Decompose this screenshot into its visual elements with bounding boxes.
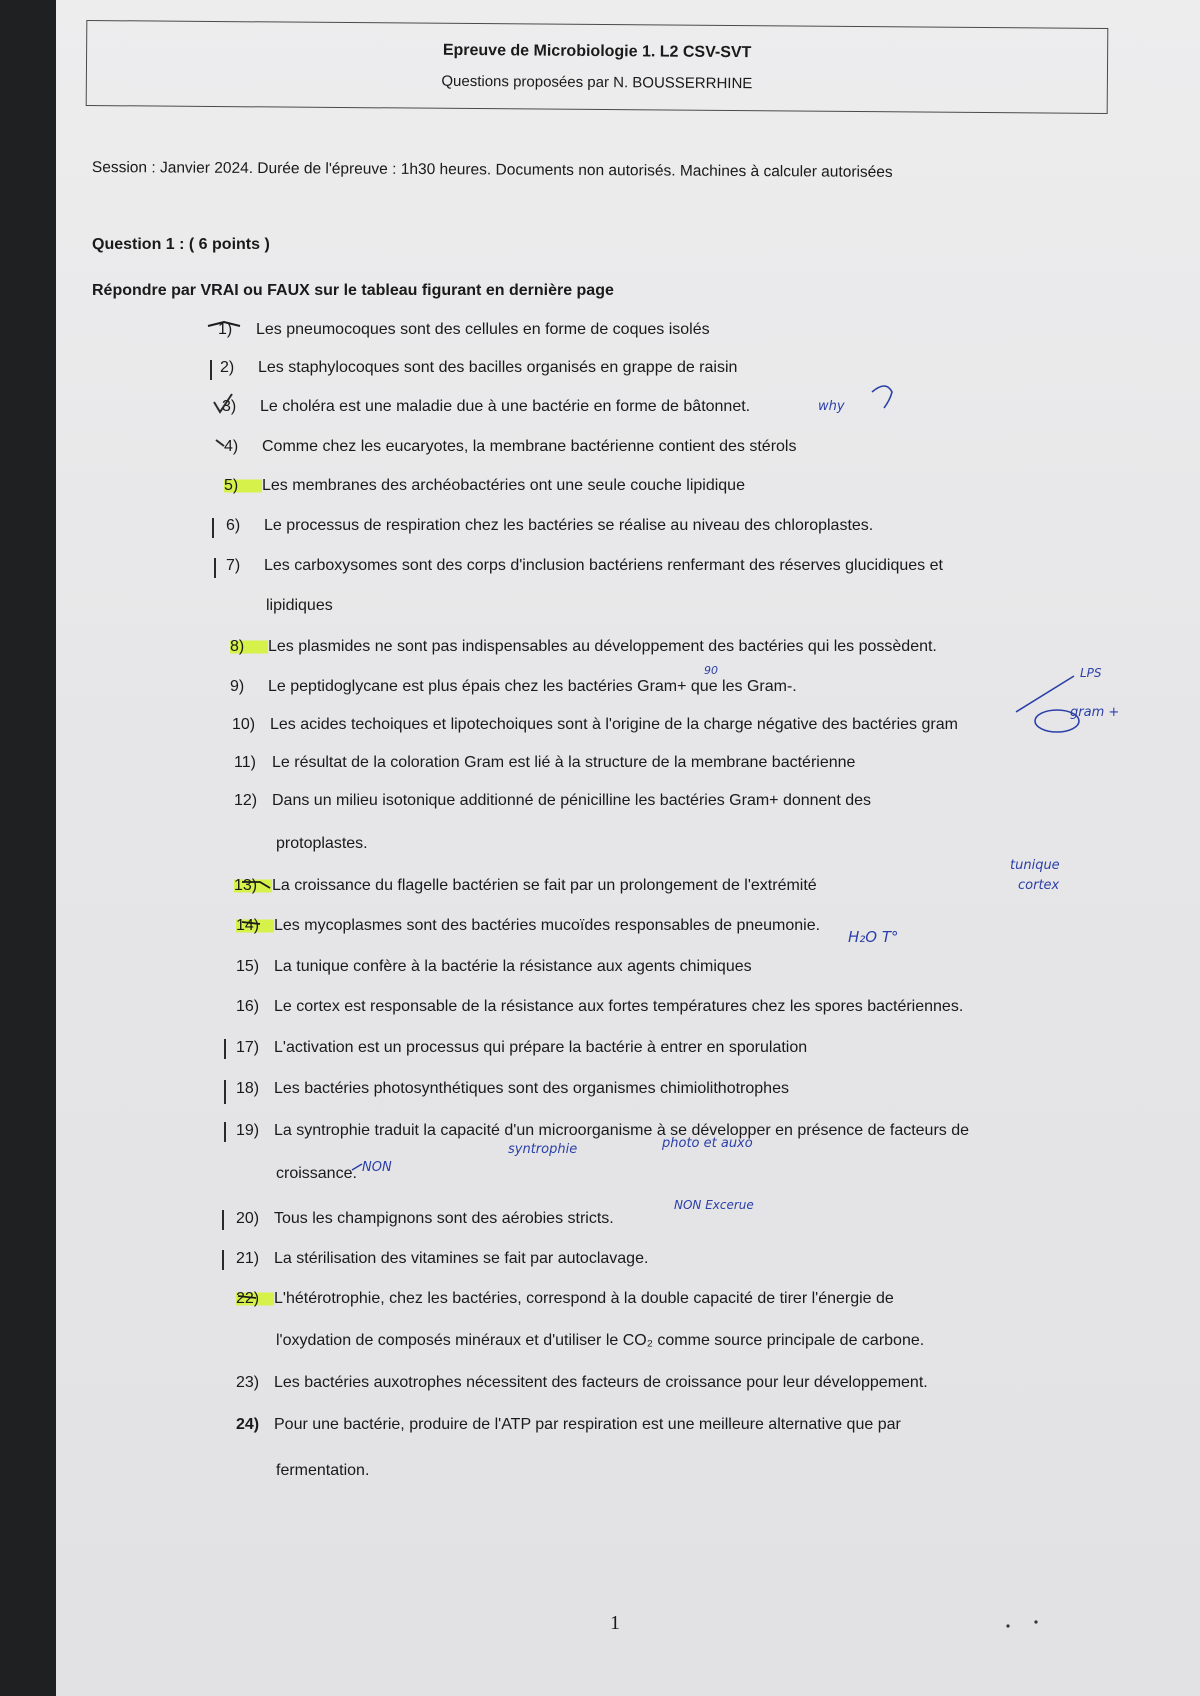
- list-item: [236, 1210, 614, 1228]
- handwritten-note: tunique: [1010, 858, 1060, 873]
- item-text: L'hétérotrophie, chez les bactéries, correspond à la double capacité de tirer l'énergie de: [274, 1290, 894, 1307]
- list-item: [236, 1416, 901, 1434]
- session-info: Session : Janvier 2024. Durée de l'épreuve : 1h30 heures. Documents non autorisés. Machines à calculer autorisées: [91, 158, 893, 181]
- exam-page: [56, 0, 1200, 1696]
- list-item: [236, 958, 752, 976]
- margin-tick: [224, 1122, 226, 1142]
- list-item: [236, 1080, 789, 1098]
- item-continuation: lipidiques: [266, 597, 333, 614]
- list-item: [236, 1290, 894, 1308]
- item-text: Les carboxysomes sont des corps d'inclusion bactériens renfermant des réserves glucidiques et: [264, 557, 943, 574]
- item-text: Les mycoplasmes sont des bactéries mucoïdes responsables de pneumonie.: [274, 917, 821, 934]
- handwritten-note: cortex: [1018, 878, 1060, 893]
- item-number: 11): [234, 754, 256, 771]
- list-item: [234, 754, 855, 772]
- item-text: Comme chez les eucaryotes, la membrane bactérienne contient des stérols: [262, 438, 797, 455]
- handwritten-note: gram +: [1070, 705, 1120, 720]
- item-text: Les bactéries photosynthétiques sont des organismes chimiolithotrophes: [274, 1080, 789, 1097]
- speck: [1034, 1620, 1037, 1623]
- question-list: [56, 0, 1200, 1600]
- margin-tick: [224, 1039, 226, 1059]
- question-title: Question 1 : ( 6 points ): [92, 236, 270, 253]
- margin-tick: [212, 518, 214, 538]
- list-item: [224, 438, 796, 456]
- item-number: 4): [224, 438, 239, 455]
- item-continuation: fermentation.: [276, 1462, 370, 1479]
- list-item: [236, 917, 820, 935]
- item-number: 1): [218, 321, 233, 338]
- item-number: 5): [224, 477, 262, 495]
- item-text: Les pneumocoques sont des cellules en forme de coques isolés: [256, 321, 710, 338]
- item-text: La stérilisation des vitamines se fait par autoclavage.: [274, 1250, 649, 1267]
- handwritten-note: NON: [362, 1160, 392, 1175]
- list-item: [218, 321, 710, 339]
- exam-author: Questions proposées par N. BOUSSERRHINE: [441, 72, 753, 93]
- item-text: Le cortex est responsable de la résistance aux fortes températures chez les spores bactériennes.: [274, 998, 964, 1015]
- item-number: 8): [230, 638, 268, 656]
- item-text: Les plasmides ne sont pas indispensables au développement des bactéries qui les possèdent.: [268, 638, 937, 655]
- margin-tick: [210, 360, 212, 380]
- list-item: [224, 477, 745, 495]
- item-number: 12): [234, 792, 258, 809]
- item-number: 21): [236, 1250, 260, 1267]
- list-item: [222, 398, 750, 416]
- margin-tick: [224, 1080, 226, 1104]
- item-continuation: l'oxydation de composés minéraux et d'utiliser le CO₂ comme source principale de carbone.: [276, 1332, 925, 1349]
- item-number: 23): [236, 1374, 260, 1391]
- item-text: Les staphylocoques sont des bacilles organisés en grappe de raisin: [258, 359, 738, 376]
- list-item: [236, 1122, 969, 1140]
- margin-tick: [222, 1210, 224, 1230]
- item-text: Le processus de respiration chez les bactéries se réalise au niveau des chloroplastes.: [264, 517, 874, 534]
- page-number: 1: [610, 1612, 620, 1634]
- list-item: [226, 517, 873, 535]
- item-number: 2): [220, 359, 235, 376]
- item-text: Le choléra est une maladie due à une bactérie en forme de bâtonnet.: [260, 398, 751, 415]
- margin-tick: [222, 1250, 224, 1270]
- item-number: 7): [226, 557, 241, 574]
- list-item: [236, 1374, 928, 1392]
- speck: [1006, 1624, 1009, 1627]
- item-number: 20): [236, 1210, 260, 1227]
- item-text: La croissance du flagelle bactérien se fait par un prolongement de l'extrémité: [272, 877, 817, 894]
- margin-tick: [214, 558, 216, 578]
- item-continuation: croissance.: [276, 1165, 357, 1182]
- item-number: 15): [236, 958, 260, 975]
- item-text: Le peptidoglycane est plus épais chez les bactéries Gram+ que les Gram-.: [268, 678, 797, 695]
- list-item: [234, 792, 871, 810]
- item-text: La tunique confère à la bactérie la résistance aux agents chimiques: [274, 958, 752, 975]
- item-number: 3): [222, 398, 237, 415]
- handwritten-note: syntrophie: [508, 1142, 578, 1157]
- item-number: 19): [236, 1122, 260, 1139]
- item-number: 13): [234, 877, 272, 895]
- list-item: [234, 877, 817, 895]
- item-number: 9): [230, 678, 245, 695]
- item-text: Tous les champignons sont des aérobies stricts.: [274, 1210, 614, 1227]
- item-number: 18): [236, 1080, 260, 1097]
- list-item: [236, 1039, 807, 1057]
- item-number: 22): [236, 1290, 274, 1308]
- item-number: 6): [226, 517, 241, 534]
- item-text: Le résultat de la coloration Gram est lié à la structure de la membrane bactérienne: [272, 754, 856, 771]
- item-text: L'activation est un processus qui prépare la bactérie à entrer en sporulation: [274, 1039, 808, 1056]
- item-number: 10): [232, 716, 256, 733]
- list-item: [226, 557, 943, 575]
- item-text: Les bactéries auxotrophes nécessitent des facteurs de croissance pour leur développement.: [274, 1374, 928, 1391]
- item-continuation: protoplastes.: [276, 835, 368, 852]
- question-instruction: Répondre par VRAI ou FAUX sur le tableau figurant en dernière page: [92, 282, 614, 299]
- list-item: [236, 998, 963, 1016]
- handwritten-note: H₂O T°: [848, 928, 899, 946]
- item-number: 17): [236, 1039, 260, 1056]
- item-text: Les acides techoiques et lipotechoiques sont à l'origine de la charge négative des bactéries gram: [270, 716, 958, 733]
- handwritten-note: 90: [704, 664, 718, 677]
- handwritten-note: LPS: [1080, 666, 1102, 680]
- handwritten-note: why: [818, 399, 845, 414]
- handwritten-note: NON Excerue: [674, 1198, 754, 1212]
- item-text: Pour une bactérie, produire de l'ATP par respiration est une meilleure alternative que par: [274, 1416, 901, 1433]
- item-number: 14): [236, 917, 274, 935]
- list-item: [230, 638, 937, 656]
- item-number: 24): [236, 1416, 260, 1433]
- list-item: [232, 716, 958, 734]
- list-item: [236, 1250, 648, 1268]
- item-text: Dans un milieu isotonique additionné de pénicilline les bactéries Gram+ donnent des: [272, 792, 872, 809]
- item-number: 16): [236, 998, 260, 1015]
- list-item: [230, 678, 797, 696]
- exam-title: Epreuve de Microbiologie 1. L2 CSV-SVT: [442, 41, 752, 62]
- item-text: Les membranes des archéobactéries ont une seule couche lipidique: [262, 477, 745, 494]
- handwritten-note: photo et auxo: [662, 1136, 753, 1151]
- item-text: La syntrophie traduit la capacité d'un microorganisme à se développer en présence de facteurs de: [274, 1122, 970, 1139]
- list-item: [220, 359, 737, 377]
